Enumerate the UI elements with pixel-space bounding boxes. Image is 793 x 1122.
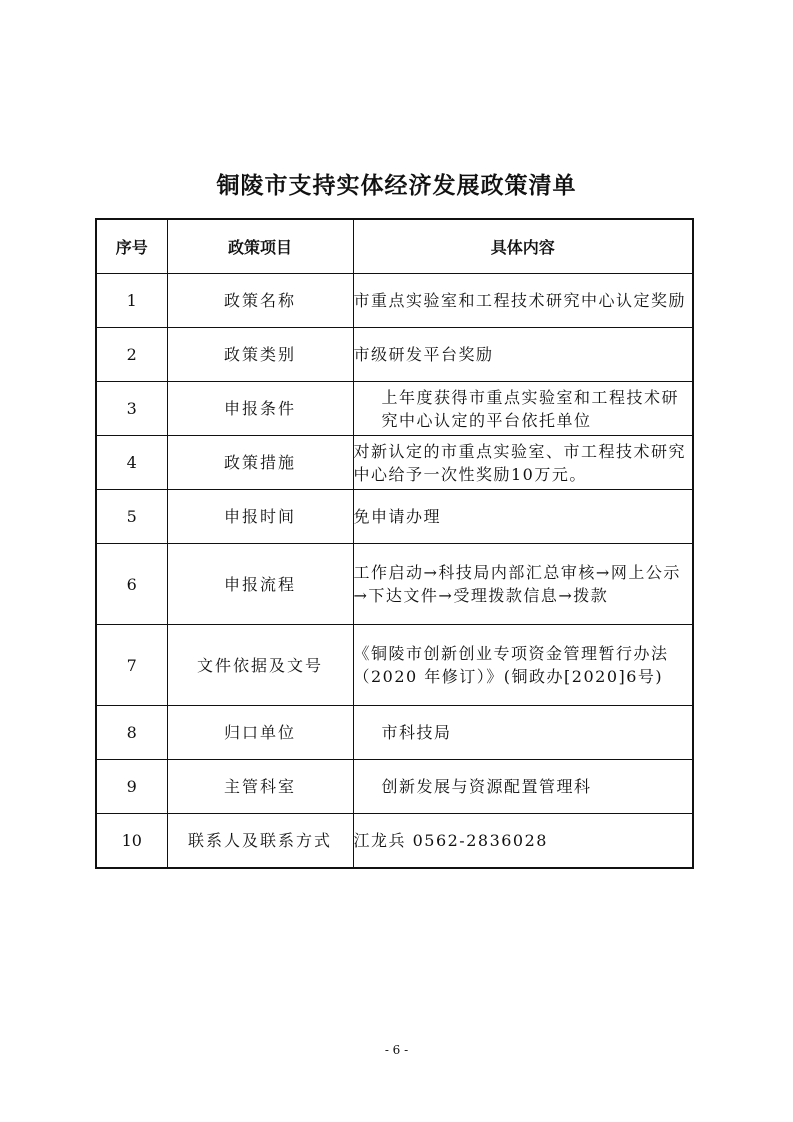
row-content: 江龙兵 0562-2836028 (353, 814, 693, 868)
row-number: 1 (96, 274, 167, 328)
row-number: 3 (96, 382, 167, 436)
header-specific-content: 具体内容 (353, 219, 693, 274)
table-row (96, 814, 693, 868)
table-header-row (96, 219, 693, 274)
row-content: 《铜陵市创新创业专项资金管理暂行办法（2020 年修订）》(铜政办[2020]6号) (353, 625, 693, 706)
header-policy-item: 政策项目 (167, 219, 353, 274)
row-content: 上年度获得市重点实验室和工程技术研究中心认定的平台依托单位 (353, 382, 693, 436)
page-title: 铜陵市支持实体经济发展政策清单 (216, 173, 577, 199)
row-number: 8 (96, 706, 167, 760)
table-row (96, 328, 693, 382)
policy-table (95, 218, 694, 869)
row-number: 6 (96, 544, 167, 625)
table-row (96, 490, 693, 544)
row-item: 政策名称 (167, 274, 353, 328)
row-number: 5 (96, 490, 167, 544)
row-item: 申报条件 (167, 382, 353, 436)
table-row (96, 544, 693, 625)
row-item: 联系人及联系方式 (167, 814, 353, 868)
table-row (96, 382, 693, 436)
row-content: 市重点实验室和工程技术研究中心认定奖励 (353, 274, 693, 328)
row-item: 申报流程 (167, 544, 353, 625)
row-number: 10 (96, 814, 167, 868)
row-content: 免申请办理 (353, 490, 693, 544)
row-item: 归口单位 (167, 706, 353, 760)
row-item: 文件依据及文号 (167, 625, 353, 706)
row-content: 对新认定的市重点实验室、市工程技术研究中心给予一次性奖励10万元。 (353, 436, 693, 490)
row-item: 申报时间 (167, 490, 353, 544)
row-item: 政策类别 (167, 328, 353, 382)
table-row (96, 274, 693, 328)
table-row (96, 706, 693, 760)
header-serial-number: 序号 (96, 219, 167, 274)
row-content: 市级研发平台奖励 (353, 328, 693, 382)
row-number: 9 (96, 760, 167, 814)
row-item: 政策措施 (167, 436, 353, 490)
row-content: 工作启动→科技局内部汇总审核→网上公示→下达文件→受理拨款信息→拨款 (353, 544, 693, 625)
row-number: 4 (96, 436, 167, 490)
row-number: 2 (96, 328, 167, 382)
table-row (96, 625, 693, 706)
table-row (96, 760, 693, 814)
row-number: 7 (96, 625, 167, 706)
page-number: - 6 - (384, 1043, 409, 1057)
table-row (96, 436, 693, 490)
row-content: 创新发展与资源配置管理科 (353, 760, 693, 814)
row-content: 市科技局 (353, 706, 693, 760)
row-item: 主管科室 (167, 760, 353, 814)
